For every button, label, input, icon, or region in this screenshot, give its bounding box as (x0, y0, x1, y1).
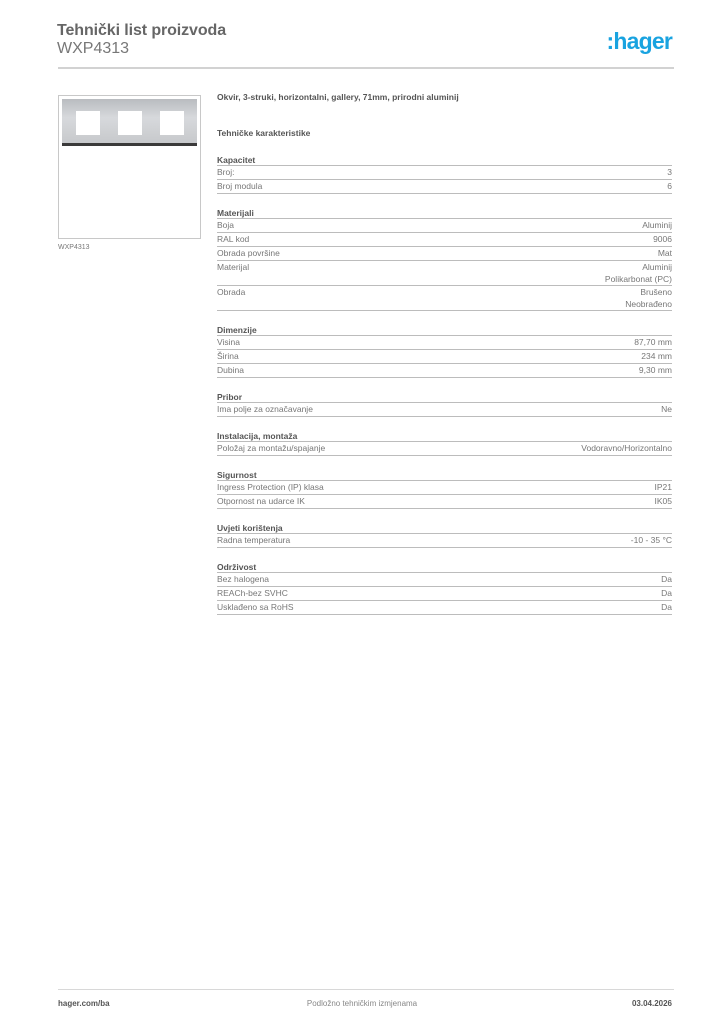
footer-date: 03.04.2026 (631, 999, 672, 1008)
spec-row (217, 587, 672, 601)
footer-website: hager.com/ba (58, 999, 110, 1008)
spec-label: Visina (217, 337, 240, 347)
frame-edge (62, 143, 197, 146)
product-image (58, 95, 201, 239)
spec-row (217, 166, 672, 180)
spec-value-line: 87,70 mm (634, 337, 672, 347)
section-title: Održivost (217, 561, 672, 573)
spec-label: Materijal (217, 262, 250, 272)
spec-value-line: IK05 (654, 496, 672, 506)
spec-value-line: Da (661, 574, 672, 584)
spec-value (634, 337, 672, 349)
product-description: Okvir, 3-struki, horizontalni, gallery, 71mm, prirodni aluminij (217, 92, 459, 102)
spec-value-line: 3 (667, 167, 672, 177)
image-caption: WXP4313 (58, 244, 90, 251)
spec-value-line: 9006 (653, 234, 672, 244)
spec-value-line: Mat (657, 248, 672, 258)
document-title: Tehnički list proizvoda (57, 22, 226, 39)
spec-section (217, 469, 672, 509)
spec-label: Obrada površine (217, 248, 280, 258)
spec-row (217, 219, 672, 233)
spec-value (581, 443, 672, 455)
spec-value-line: Da (661, 602, 672, 612)
spec-value (641, 351, 672, 363)
footer-divider (58, 989, 674, 990)
spec-label: REACh-bez SVHC (217, 588, 288, 598)
spec-label: Otpornost na udarce IK (217, 496, 305, 506)
header-divider (58, 67, 674, 69)
spec-row (217, 573, 672, 587)
spec-row (217, 233, 672, 247)
section-title: Pribor (217, 391, 672, 403)
spec-section (217, 561, 672, 615)
spec-value (625, 287, 672, 310)
spec-label: RAL kod (217, 234, 250, 244)
spec-row (217, 261, 672, 286)
footer-notice: Podložno tehničkim izmjenama (306, 999, 418, 1008)
section-title: Materijali (217, 207, 672, 219)
spec-row (217, 286, 672, 311)
section-title: Kapacitet (217, 154, 672, 166)
spec-value-line: Neobrađeno (625, 298, 672, 309)
spec-value (639, 365, 672, 377)
spec-row (217, 364, 672, 378)
spec-value (605, 262, 672, 285)
spec-content (217, 92, 672, 615)
spec-section (217, 154, 672, 194)
spec-value (661, 574, 672, 586)
hager-logo: :hager (606, 28, 672, 54)
spec-value-line: Brušeno (640, 287, 672, 297)
spec-label: Broj modula (217, 181, 263, 191)
spec-section (217, 391, 672, 417)
spec-label: Ima polje za označavanje (217, 404, 313, 414)
spec-value-line: Polikarbonat (PC) (604, 273, 672, 284)
section-title: Uvjeti korištenja (217, 522, 672, 534)
spec-row (217, 247, 672, 261)
spec-row (217, 495, 672, 509)
spec-label: Broj: (217, 167, 235, 177)
spec-row (217, 180, 672, 194)
spec-value-line: Ne (661, 404, 672, 414)
product-code: WXP4313 (57, 40, 130, 57)
spec-section (217, 324, 672, 378)
spec-label: Položaj za montažu/spajanje (217, 443, 326, 453)
spec-value (661, 404, 672, 416)
spec-row (217, 403, 672, 417)
section-title: Dimenzije (217, 324, 672, 336)
spec-label: Bez halogena (217, 574, 269, 584)
frame-slot-icon (160, 111, 184, 135)
frame-slot-icon (118, 111, 142, 135)
spec-label: Obrada (217, 287, 246, 297)
spec-value (631, 535, 672, 547)
spec-value (655, 496, 673, 508)
spec-value-line: Vodoravno/Horizontalno (581, 443, 672, 453)
spec-label: Ingress Protection (IP) klasa (217, 482, 324, 492)
spec-value (653, 234, 672, 246)
spec-value (661, 588, 672, 600)
spec-row (217, 442, 672, 456)
spec-value (667, 181, 672, 193)
spec-sections (217, 154, 672, 615)
spec-value-line: -10 - 35 °C (630, 535, 672, 545)
spec-label: Boja (217, 220, 235, 230)
spec-value (642, 220, 672, 232)
spec-value (658, 248, 672, 260)
spec-value-line: Aluminij (642, 220, 672, 230)
spec-section (217, 430, 672, 456)
spec-section (217, 522, 672, 548)
section-title: Sigurnost (217, 469, 672, 481)
spec-value-line: 9,30 mm (638, 365, 672, 375)
page-header (57, 20, 672, 68)
spec-label: Širina (217, 351, 239, 361)
spec-value-line: IP21 (654, 482, 672, 492)
spec-value (667, 167, 672, 179)
tech-characteristics-heading: Tehničke karakteristike (217, 128, 311, 138)
spec-row (217, 350, 672, 364)
spec-value (661, 602, 672, 614)
spec-row (217, 534, 672, 548)
spec-label: Radna temperatura (217, 535, 291, 545)
spec-value-line: Da (661, 588, 672, 598)
spec-row (217, 336, 672, 350)
spec-value (655, 482, 673, 494)
spec-value-line: Aluminij (642, 262, 672, 272)
spec-value-line: 234 mm (641, 351, 672, 361)
frame-illustration (62, 99, 197, 146)
spec-value-line: 6 (667, 181, 672, 191)
spec-row (217, 481, 672, 495)
spec-label: Dubina (217, 365, 244, 375)
spec-section (217, 207, 672, 311)
spec-row (217, 601, 672, 615)
spec-label: Usklađeno sa RoHS (217, 602, 294, 612)
section-title: Instalacija, montaža (217, 430, 672, 442)
frame-slot-icon (76, 111, 100, 135)
